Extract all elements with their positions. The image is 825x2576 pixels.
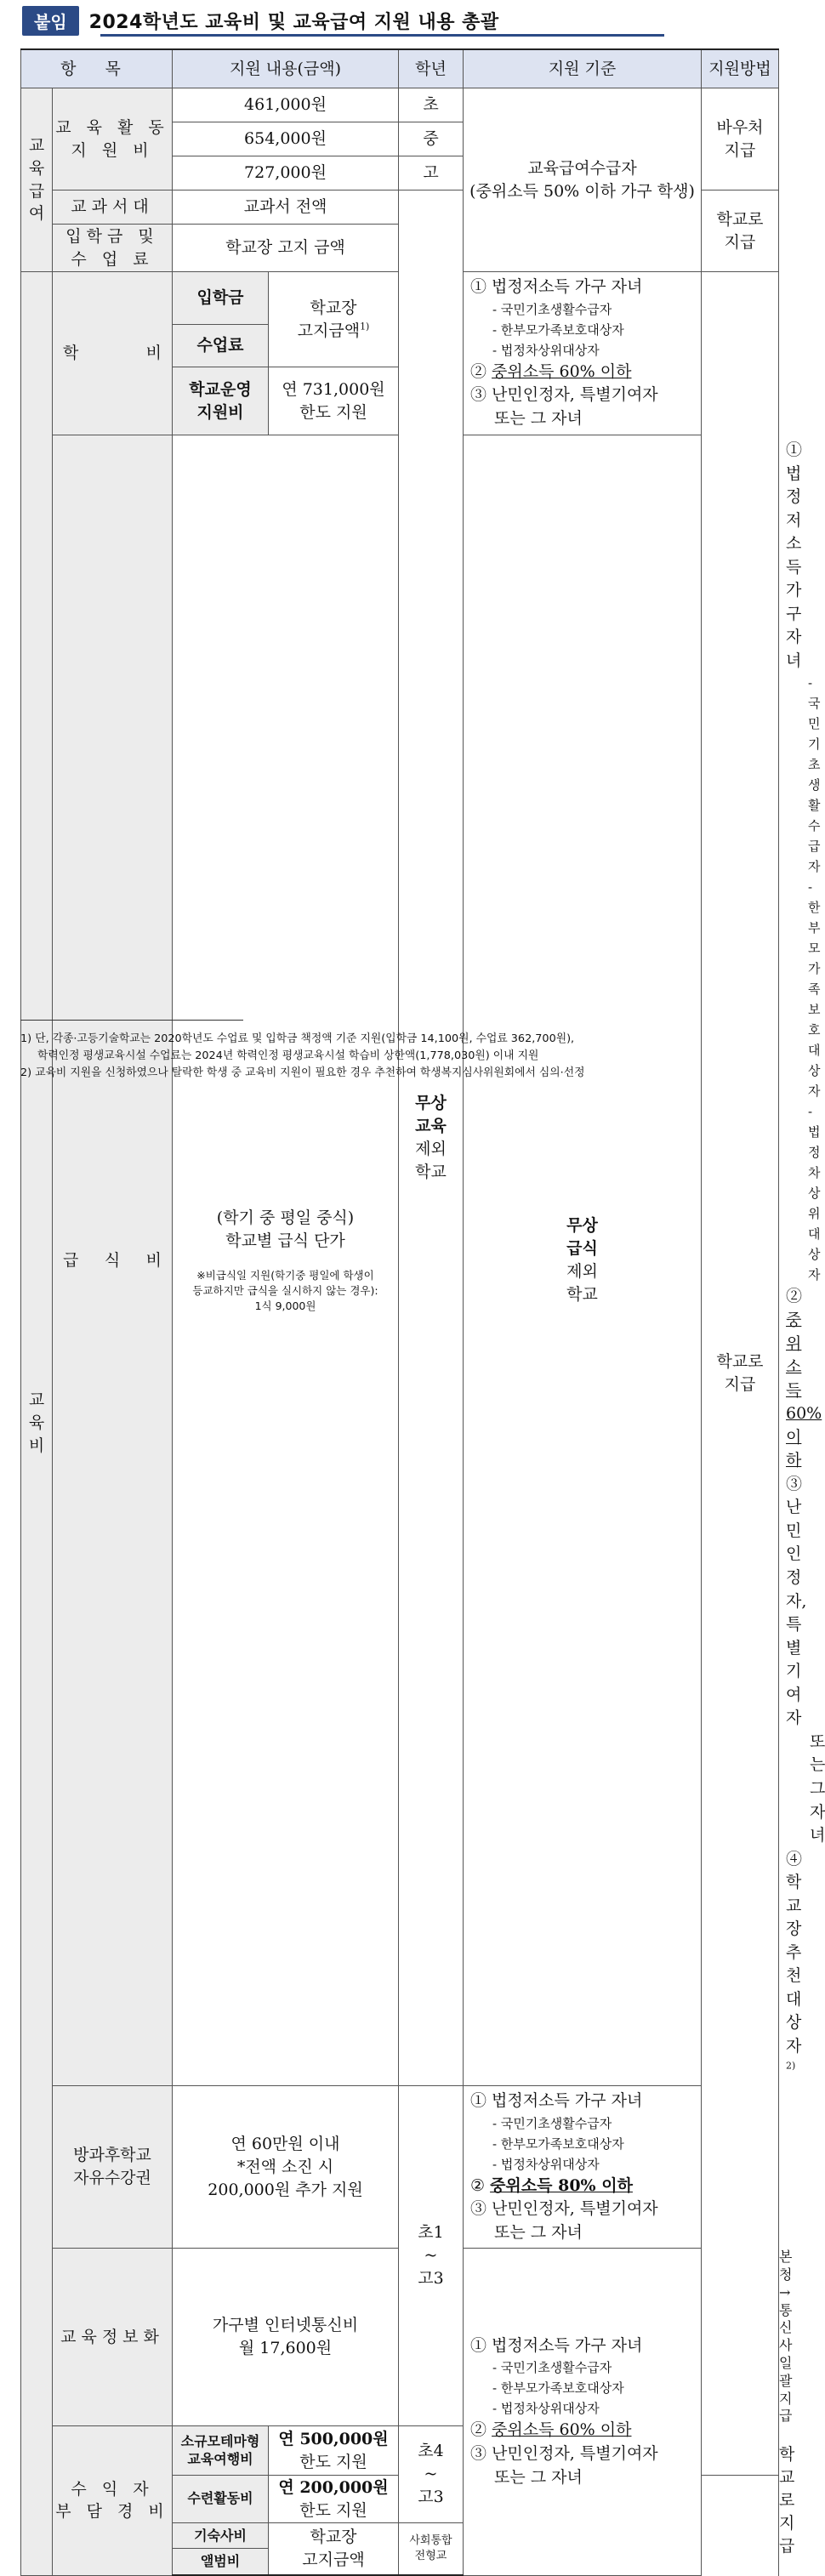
grade-after-school: 초1 ~ 고3: [399, 2086, 464, 2426]
info-beneficiary-criteria: ① 법정저소득 가구 자녀 - 국민기초생활수급자 - 한부모가족보호대상자 - 법정차상위대상자 ② 중위소득 60% 이하 ③ 난민인정자, 특별기여자 또는 그 자녀: [464, 2249, 702, 2575]
grade-free-education-excluded: 무상 교육 제외 학교: [399, 190, 464, 2086]
category-edu-cost: 교 육 비: [21, 272, 53, 2576]
school-fee-criteria: ① 법정저소득 가구 자녀 - 국민기초생활수급자 - 한부모가족보호대상자 - 법정차상위대상자 ② 중위소득 60% 이하 ③ 난민인정자, 특별기여자 또는 그 자녀: [464, 272, 702, 435]
dorm-label: 기숙사비: [173, 2523, 268, 2549]
tuition-label: 입학금 및 수 업 료: [53, 225, 173, 272]
activity-amount-middle: 654,000원: [173, 122, 399, 156]
method-school-edu-cost: 학교로 지급: [702, 272, 779, 2476]
header-grade: 학년: [399, 49, 464, 88]
table-header-row: [21, 49, 779, 88]
school-fee-notified-amount: 학교장 고지금액$^{1)}$: [269, 272, 399, 367]
grade-social-integration: 사회통합 전형교: [399, 2523, 464, 2576]
footnote-2: 2) 교육비 지원을 신청하였으나 탈락한 학생 중 교육비 지원이 필요한 경우 추천하여 학생복지심사위원회에서 심의·선정: [20, 1066, 585, 1079]
album-label: 앨범비: [200, 2553, 241, 2570]
after-school-content: 연 60만원 이내 *전액 소진 시 200,000원 추가 지원: [173, 2086, 399, 2249]
tuition-content: 학교장 고지 금액: [173, 225, 399, 272]
textbook-content: 교과서 전액: [173, 190, 399, 225]
operation-support-label: 학교운영 지원비: [173, 367, 269, 435]
header-content: 지원 내용(금액): [173, 49, 399, 88]
grade-elementary: 초: [399, 88, 464, 122]
grade-high: 고: [399, 156, 464, 190]
training-content: 연 200,000원 한도 지원: [269, 2476, 399, 2523]
after-school-criteria: ① 법정저소득 가구 자녀 - 국민기초생활수급자 - 한부모가족보호대상자 - 법정차상위대상자 ② 중위소득 80% 이하 ③ 난민인정자, 특별기여자 또는 그 자녀: [464, 2086, 702, 2249]
activity-support-label: 교 육 활 동 지 원 비: [53, 88, 173, 190]
activity-amount-elementary: 461,000원: [173, 88, 399, 122]
beneficiary-label: 수 익 자 부 담 경 비: [53, 2426, 173, 2576]
admission-fee-label: 입학금: [173, 272, 269, 325]
page-title: 2024학년도 교육비 및 교육급여 지원 내용 총괄: [88, 11, 499, 33]
title-bar: [22, 7, 499, 34]
footnote-1: 1) 단, 각종·고등기술학교는 2020학년도 수업료 및 입학금 책정액 기준 지원(입학금 14,100원, 수업료 362,700원),: [20, 1032, 575, 1045]
training-label: 수련활동비: [173, 2476, 269, 2523]
method-voucher: 바우처 지급: [702, 88, 779, 190]
table-row: 급 식 비 (학기 중 평일 중식) 학교별 급식 단가 ※비급식일 지원(학기중 평일에 학생이 등교하지만 급식을 실시하지 않는 경우): 1식 9,000원 무상 급식 제외 학교 ① 법정저소득 가구 자녀 - 국민기초생활수급자 - 한부모가족보호대상자 - 법정차상위대상자 ② 중위소득 60% 이하 ③ 난민인정자, 특별기여자 또는 그 자녀 ④ 학교장 추천 대상자$^{2)}$: [21, 435, 779, 2086]
table-row: 교육정보화 가구별 인터넷통신비 월 17,600원 ① 법정저소득 가구 자녀 - 국민기초생활수급자 - 한부모가족보호대상자 - 법정차상위대상자 ② 중위소득 60% 이하 ③ 난민인정자, 특별기여자 또는 그 자녀 본청 →통신사 일괄 지급: [21, 2249, 779, 2426]
operation-support-content: 연 731,000원 한도 지원: [269, 367, 399, 435]
textbook-label: 교과서대: [53, 190, 173, 225]
header-item: 항 목: [21, 49, 173, 88]
method-school-edu-benefit: 학교로 지급: [702, 190, 779, 272]
dorm-album-label: [173, 2523, 269, 2576]
footnote-1-continued: 학력인정 평생교육시설 수업료는 2024년 학력인정 평생교육시설 학습비 상한액(1,778,030원) 이내 지원: [37, 1049, 539, 1062]
grade-free-meal-excluded: 무상 급식 제외 학교: [464, 435, 702, 2086]
table-row: 수 익 자 부 담 경 비 소규모테마형 교육여행비 연 500,000원 한도 지원 초4 ~ 고3 학교로 지급: [21, 2426, 779, 2476]
info-label: 교육정보화: [53, 2249, 173, 2426]
theme-trip-content: 연 500,000원 한도 지원: [269, 2426, 399, 2476]
header-method: 지원방법: [702, 49, 779, 88]
theme-trip-label: 소규모테마형 교육여행비: [173, 2426, 269, 2476]
meal-content: (학기 중 평일 중식) 학교별 급식 단가 ※비급식일 지원(학기중 평일에 학생이 등교하지만 급식을 실시하지 않는 경우): 1식 9,000원: [173, 435, 399, 2086]
footnotes: [20, 1031, 769, 1081]
table-row: [21, 88, 779, 122]
category-edu-benefit: 교 육 급 여: [21, 88, 53, 272]
grade-middle: 중: [399, 122, 464, 156]
info-content: 가구별 인터넷통신비 월 17,600원: [173, 2249, 399, 2426]
grade-beneficiary: 초4 ~ 고3: [399, 2426, 464, 2523]
attachment-badge: 붙임: [22, 6, 79, 36]
support-summary-table: [20, 48, 825, 2576]
activity-amount-high: 727,000원: [173, 156, 399, 190]
footnote-divider: [20, 1020, 243, 1021]
tuition-fee-label: 수업료: [173, 325, 269, 367]
title-underline: [100, 34, 664, 37]
edu-benefit-criteria: 교육급여수급자 (중위소득 50% 이하 가구 학생): [464, 88, 702, 272]
school-fee-label: 학 비: [53, 272, 173, 435]
after-school-label: 방과후학교 자유수강권: [53, 2086, 173, 2249]
dorm-album-content: 학교장 고지금액: [269, 2523, 399, 2576]
table-row: [21, 2086, 779, 2249]
header-criteria: 지원 기준: [464, 49, 702, 88]
meal-label: 급 식 비: [53, 435, 173, 2086]
